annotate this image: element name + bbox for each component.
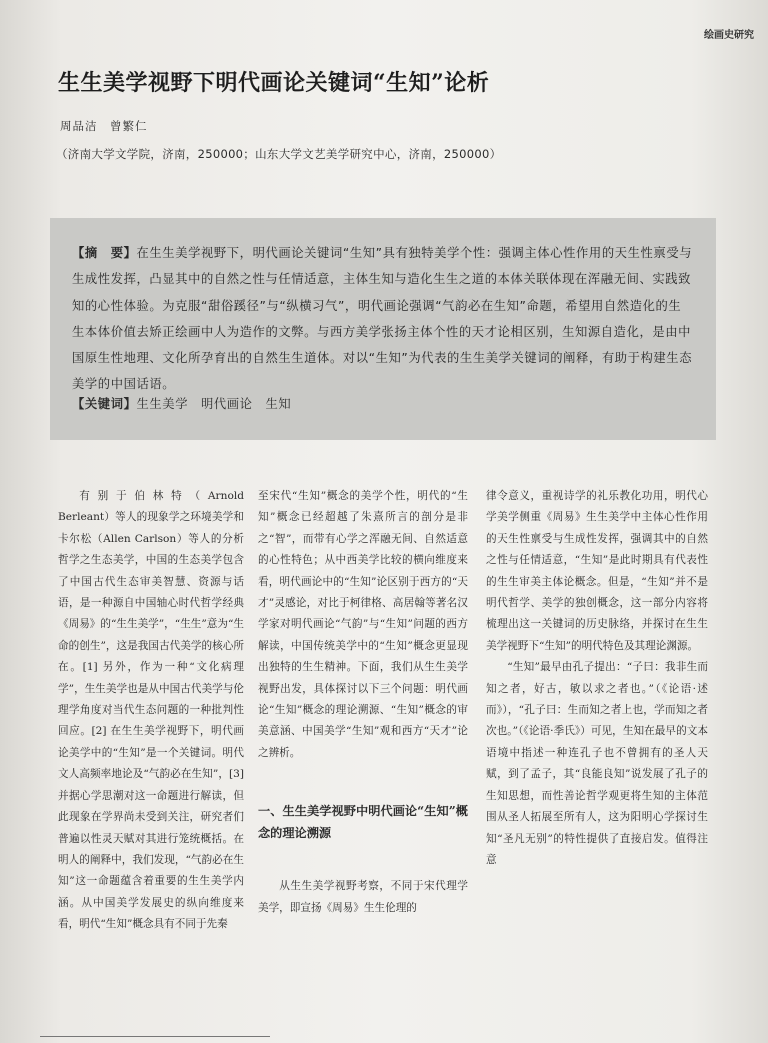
paragraph: “生知”最早由孔子提出：“子曰：我非生而知之者，好古，敏以求之者也。”（《论语·述而》），“孔子曰：生而知之者上也，学而知之者次也。”（《论语·季氏》）可见，生知在最早的文本语境中指述一种连孔子也不曾拥有的圣人天赋，到了孟子，其“良能良知”说发展了孔子的生知思想，而性善论哲学观更将生知的主体范围从圣人拓展至所有人，这为阳明心学探讨生知“圣凡无别”的特性提供了直接启发。值得注意 xyxy=(486,661,708,866)
running-header: 绘画史研究 xyxy=(704,30,754,41)
abstract-label: 【摘 要】 xyxy=(72,246,137,260)
abstract xyxy=(72,240,694,398)
paragraph: 至宋代“生知”概念的美学个性，明代的“生知”概念已经超越了朱熹所言的剖分是非之“智”，而带有心学之浑融无间、自然适意的心性特色；从中西美学比较的横向维度来看，明代画论中的“生知”论区别于西方的“天才”灵感论，对比于柯律格、高居翰等著名汉学家对明代画论“气韵”与“生知”问题的西方解读，中国传统美学中的“生知”概念更显现出独特的生生精神。下面，我们从生生美学视野出发，具体探讨以下三个问题：明代画论“生知”概念的理论溯源、“生知”概念的审美意涵、中国美学“生知”观和西方“天才”论之辨析。 xyxy=(258,490,468,759)
body-column-2 xyxy=(258,486,468,919)
keywords-label: 【关键词】 xyxy=(72,397,137,411)
body-column-1 xyxy=(58,486,244,936)
section-heading: 一、生生美学视野中明代画论“生知”概念的理论溯源 xyxy=(258,804,468,841)
article-authors: 周品洁 曾繁仁 xyxy=(60,119,148,133)
body-column-3 xyxy=(486,486,708,871)
paragraph: 有别于伯林特（Arnold Berleant）等人的现象学之环境美学和卡尔松（Allen Carlson）等人的分析哲学之生态美学，中国的生态美学包含了中国古代生态审美智慧、资源与话语，是一种源自中国轴心时代哲学经典《周易》的“生生美学”，“生生”意为“生命的创生”，这是我国古代美学的核心所在。[1] 另外，作为一种“文化病理学”，生生美学也是从中国古代美学与伦理学角度对当代生态问题的一种批判性回应。[2] 在生生美学视野下，明代画论美学中的“生知”是一个关键词。明代文人高频率地论及“气韵必在生知”，[3] 并据心学思潮对这一命题进行解读，但此现象在学界尚未受到关注，研究者们普遍以性灵天赋对其进行笼统概括。在明人的阐释中，我们发现，“气韵必在生知”这一命题蕴含着重要的生生美学内涵。从中国美学发展史的纵向维度来看，明代“生知”概念具有不同于先秦 xyxy=(58,490,244,931)
article-affiliation: （济南大学文学院，济南，250000；山东大学文艺美学研究中心，济南，250000） xyxy=(56,147,502,161)
paragraph: 律令意义，重视诗学的礼乐教化功用，明代心学美学侧重《周易》生生美学中主体心性作用的天生性禀受与生成性发挥，强调其中的自然之性与任情适意，“生知”是此时期具有代表性的生生审美主体论概念。但是，“生知”并不是明代哲学、美学的独创概念，这一部分内容将梳理出这一关键词的历史脉络，并探讨在生生美学视野下“生知”的明代特色及其理论渊源。 xyxy=(486,490,708,652)
keywords xyxy=(72,394,694,412)
footnote-rule xyxy=(40,1036,270,1037)
article-title: 生生美学视野下明代画论关键词“生知”论析 xyxy=(58,70,490,96)
keywords-list: 生生美学 明代画论 生知 xyxy=(136,397,292,411)
abstract-text: 在生生美学视野下，明代画论关键词“生知”具有独特美学个性：强调主体心性作用的天生性禀受与生成性发挥，凸显其中的自然之性与任情适意，主体生知与造化生生之道的本体关联体现在浑融无间、实践致知的心性体验。为克服“甜俗蹊径”与“纵横习气”，明代画论强调“气韵必在生知”命题，希望用自然造化的生生本体价值去矫正绘画中人为造作的文弊。与西方美学张扬主体个性的天才论相区别，生知源自造化，是由中国原生性地理、文化所孕育出的自然生生道体。对以“生知”为代表的生生美学关键词的阐释，有助于构建生态美学的中国话语。 xyxy=(72,246,693,392)
paragraph: 从生生美学视野考察，不同于宋代理学美学，即宣扬《周易》生生伦理的 xyxy=(258,880,468,914)
